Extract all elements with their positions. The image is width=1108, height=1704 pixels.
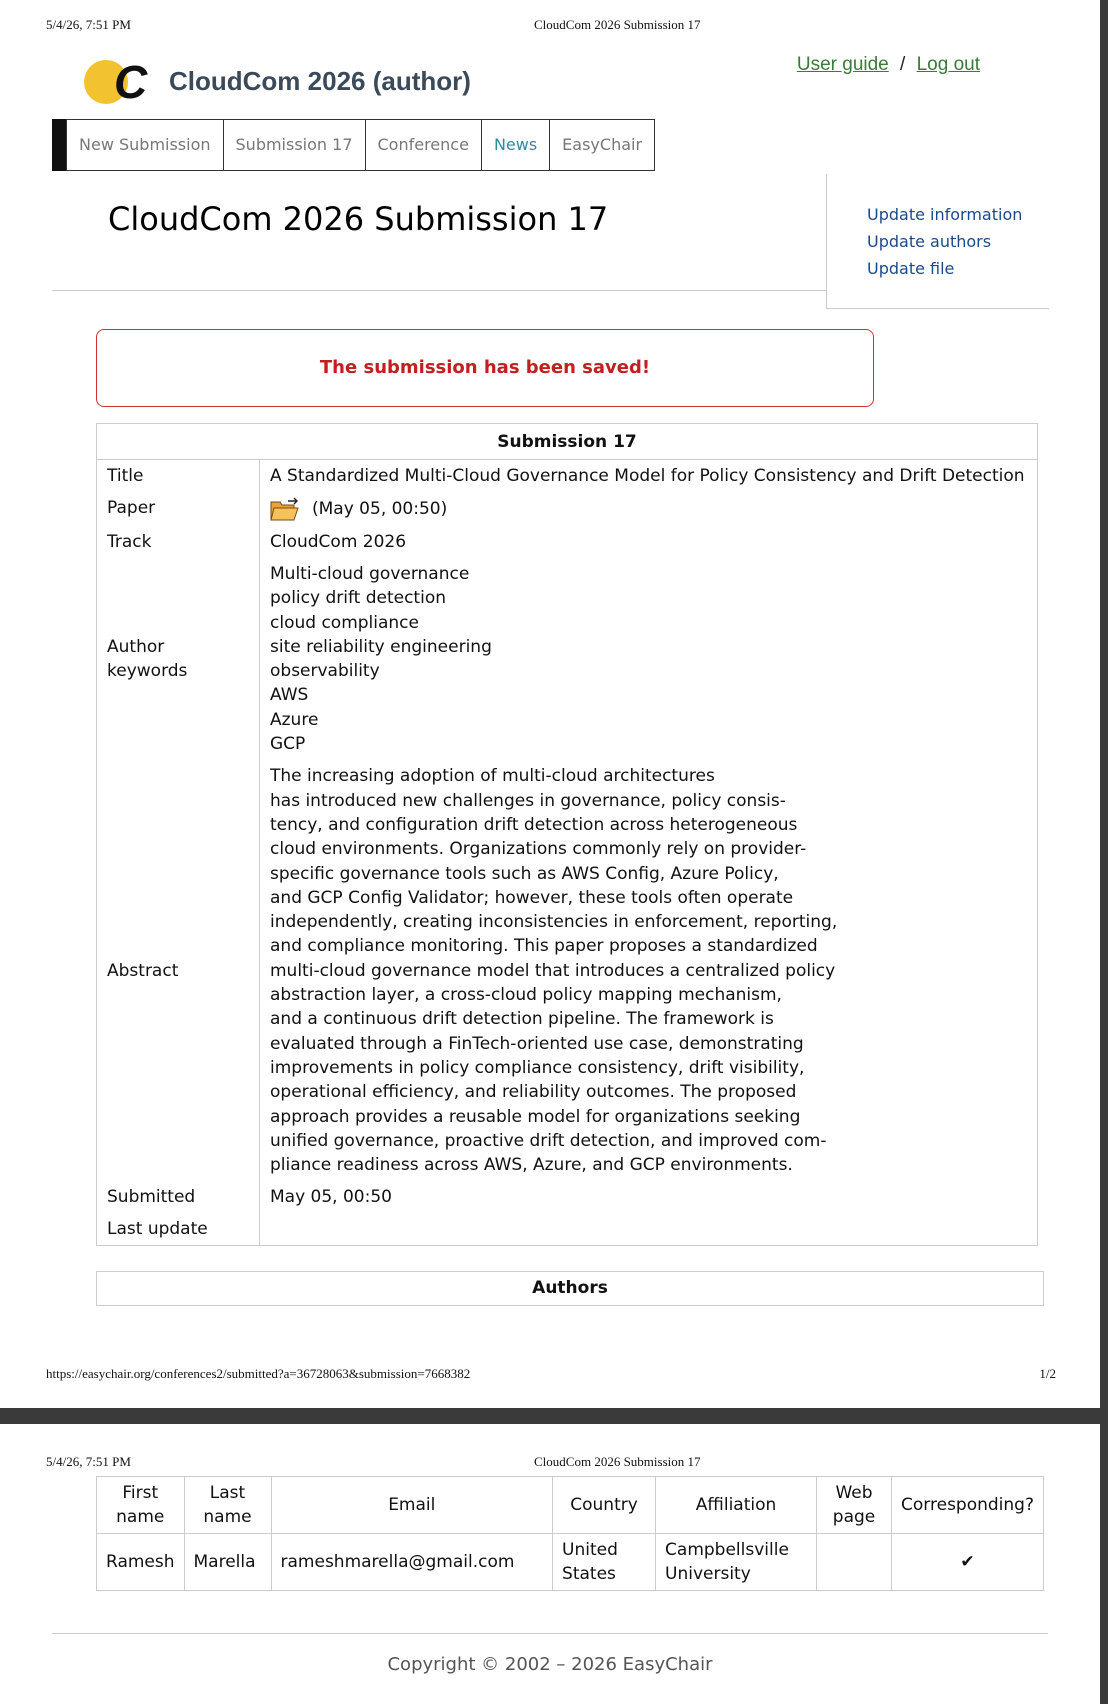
- title-value: A Standardized Multi-Cloud Governance Model for Policy Consistency and Drift Detection: [260, 460, 1038, 493]
- print-url: https://easychair.org/conferences2/submitted?a=36728063&submission=7668382: [46, 1366, 471, 1381]
- keywords-label: Author keywords: [97, 558, 260, 760]
- abstract-line: unified governance, proactive drift detection, and improved com-: [270, 1130, 827, 1151]
- svg-text:C: C: [114, 56, 148, 108]
- keyword: policy drift detection: [270, 588, 446, 609]
- author-last-name: Marella: [184, 1534, 271, 1591]
- print-datetime: 5/4/26, 7:51 PM: [46, 17, 131, 32]
- col-corresponding: Corresponding?: [892, 1477, 1044, 1534]
- abstract-label: Abstract: [97, 760, 260, 1181]
- col-email: Email: [271, 1477, 553, 1534]
- update-file-link[interactable]: Update file: [867, 259, 955, 278]
- submission-table: [96, 423, 1038, 1246]
- title-label: Title: [97, 460, 260, 493]
- tab-news[interactable]: News: [482, 119, 550, 171]
- author-email: rameshmarella@gmail.com: [271, 1534, 553, 1591]
- top-links: [797, 54, 980, 76]
- author-web-page: [817, 1534, 892, 1591]
- table-row: [97, 1534, 1044, 1591]
- keyword: Multi-cloud governance: [270, 564, 470, 584]
- abstract-line: and GCP Config Validator; however, these tools often operate: [270, 887, 794, 908]
- abstract-line: cloud environments. Organizations commonly rely on provider-: [270, 839, 807, 860]
- app-title: CloudCom 2026 (author): [169, 66, 471, 96]
- print-doc-title: CloudCom 2026 Submission 17: [534, 17, 701, 32]
- keyword: GCP: [270, 734, 306, 755]
- last-update-label: Last update: [97, 1213, 260, 1246]
- side-menu: [826, 174, 1049, 309]
- col-affiliation: Affiliation: [656, 1477, 817, 1534]
- abstract-line: The increasing adoption of multi-cloud architectures: [270, 766, 715, 787]
- footer-divider: [52, 1633, 1048, 1634]
- keyword: observability: [270, 661, 380, 682]
- col-web-page: Web page: [817, 1477, 892, 1534]
- corresponding-check-icon: ✔: [892, 1534, 1044, 1591]
- abstract-line: abstraction layer, a cross-cloud policy mapping mechanism,: [270, 985, 782, 1006]
- print-datetime: 5/4/26, 7:51 PM: [46, 1454, 131, 1469]
- keyword: AWS: [270, 685, 309, 706]
- main-tabs: [52, 119, 655, 171]
- abstract-line: multi-cloud governance model that introduces a centralized policy: [270, 960, 836, 981]
- success-notice: The submission has been saved!: [96, 329, 874, 407]
- col-last-name: Last name: [184, 1477, 271, 1534]
- author-country: United States: [553, 1534, 656, 1591]
- tab-conference[interactable]: Conference: [366, 119, 482, 171]
- author-first-name: Ramesh: [97, 1534, 185, 1591]
- keyword: site reliability engineering: [270, 636, 492, 657]
- svg-text:E: E: [90, 59, 120, 108]
- keyword: Azure: [270, 709, 319, 730]
- print-doc-title: CloudCom 2026 Submission 17: [534, 1454, 701, 1469]
- abstract-line: and compliance monitoring. This paper proposes a standardized: [270, 936, 818, 957]
- col-country: Country: [553, 1477, 656, 1534]
- abstract-line: independently, creating inconsistencies in enforcement, reporting,: [270, 912, 838, 933]
- abstract-line: pliance readiness across AWS, Azure, and GCP environments.: [270, 1155, 793, 1176]
- link-separator: /: [900, 54, 906, 75]
- page-title: CloudCom 2026 Submission 17: [108, 200, 609, 238]
- abstract-line: tency, and configuration drift detection across heterogeneous: [270, 814, 798, 835]
- log-out-link[interactable]: Log out: [916, 54, 980, 75]
- keywords-value: [260, 558, 1038, 760]
- track-label: Track: [97, 526, 260, 558]
- update-authors-link[interactable]: Update authors: [867, 232, 992, 251]
- col-first-name: First name: [97, 1477, 185, 1534]
- keyword: cloud compliance: [270, 612, 419, 633]
- abstract-line: improvements in policy compliance consistency, drift visibility,: [270, 1057, 805, 1078]
- print-page-number: 1/2: [1039, 1366, 1056, 1381]
- abstract-line: approach provides a reusable model for organizations seeking: [270, 1106, 801, 1127]
- divider: [52, 290, 826, 291]
- update-information-link[interactable]: Update information: [867, 205, 1023, 224]
- abstract-line: has introduced new challenges in governance, policy consis-: [270, 790, 786, 811]
- abstract-line: operational efficiency, and reliability outcomes. The proposed: [270, 1082, 797, 1103]
- abstract-line: specific governance tools such as AWS Config, Azure Policy,: [270, 863, 779, 884]
- paper-date: (May 05, 00:50): [312, 499, 448, 519]
- authors-table: [96, 1476, 1044, 1591]
- track-value: CloudCom 2026: [260, 526, 1038, 558]
- tab-new-submission[interactable]: New Submission: [66, 119, 224, 171]
- abstract-line: and a continuous drift detection pipeline. The framework is: [270, 1009, 774, 1030]
- tab-easychair[interactable]: EasyChair: [550, 119, 655, 171]
- authors-header: Authors: [96, 1271, 1044, 1306]
- copyright: Copyright © 2002 – 2026 EasyChair: [387, 1654, 713, 1675]
- tab-submission-17[interactable]: Submission 17: [224, 119, 366, 171]
- user-guide-link[interactable]: User guide: [796, 54, 889, 75]
- submission-header: Submission 17: [97, 424, 1038, 460]
- abstract-value: [260, 760, 1038, 1181]
- abstract-line: evaluated through a FinTech-oriented use case, demonstrating: [270, 1033, 804, 1054]
- submitted-value: May 05, 00:50: [260, 1181, 1038, 1213]
- paper-label: Paper: [97, 492, 260, 526]
- last-update-value: [260, 1213, 1038, 1246]
- authors-header-row: [97, 1477, 1044, 1534]
- easychair-logo-icon: [84, 52, 154, 108]
- author-affiliation: Campbellsville University: [656, 1534, 817, 1591]
- paper-value: [260, 492, 1038, 526]
- submitted-label: Submitted: [97, 1181, 260, 1213]
- folder-icon[interactable]: [270, 496, 300, 522]
